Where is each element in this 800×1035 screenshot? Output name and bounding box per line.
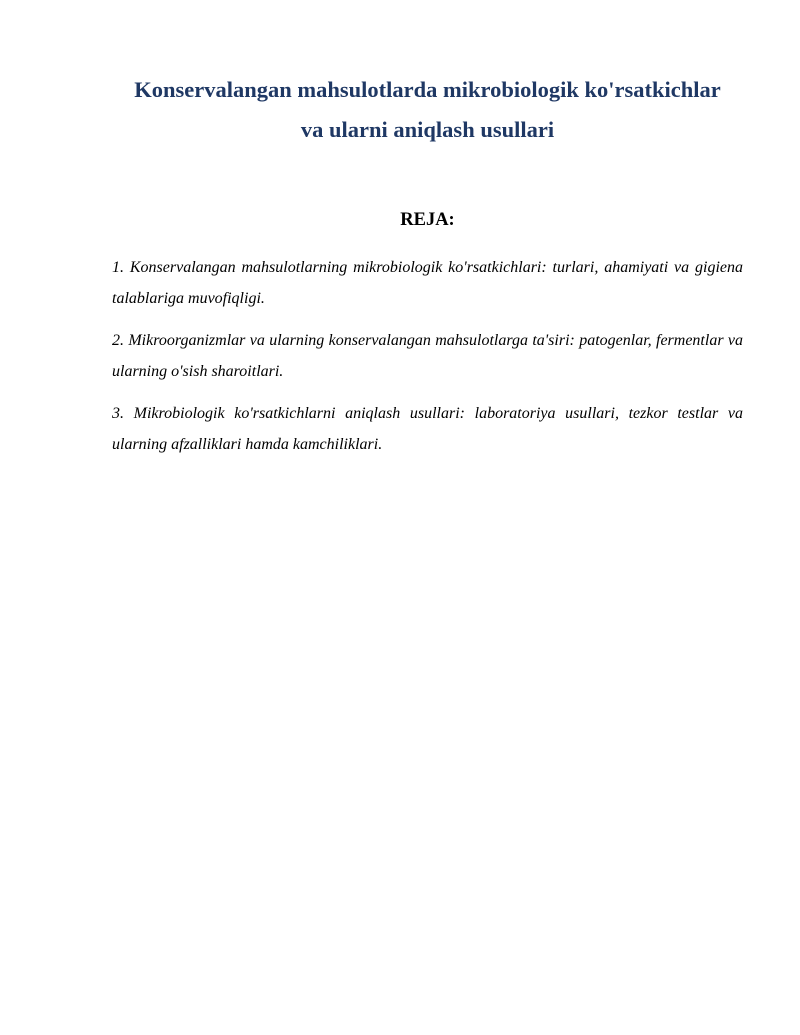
- plan-list: [112, 252, 743, 471]
- plan-item-2: 2. Mikroorganizmlar va ularning konservalangan mahsulotlarga ta'siri: patogenlar, fermentlar va ularning o'sish sharoitlari.: [112, 332, 743, 380]
- document-title-line-2: va ularni aniqlash usullari: [300, 117, 555, 142]
- plan-heading: REJA:: [400, 210, 455, 230]
- plan-item-1: 1. Konservalangan mahsulotlarning mikrobiologik ko'rsatkichlari: turlari, ahamiyati va gigiena talablariga muvofiqligi.: [112, 259, 743, 307]
- document-title-line-1: Konservalangan mahsulotlarda mikrobiologik ko'rsatkichlar: [134, 77, 721, 102]
- document-title: [100, 70, 755, 150]
- plan-item-3: 3. Mikrobiologik ko'rsatkichlarni aniqlash usullari: laboratoriya usullari, tezkor testlar va ularning afzalliklari hamda kamchiliklari.: [112, 405, 743, 453]
